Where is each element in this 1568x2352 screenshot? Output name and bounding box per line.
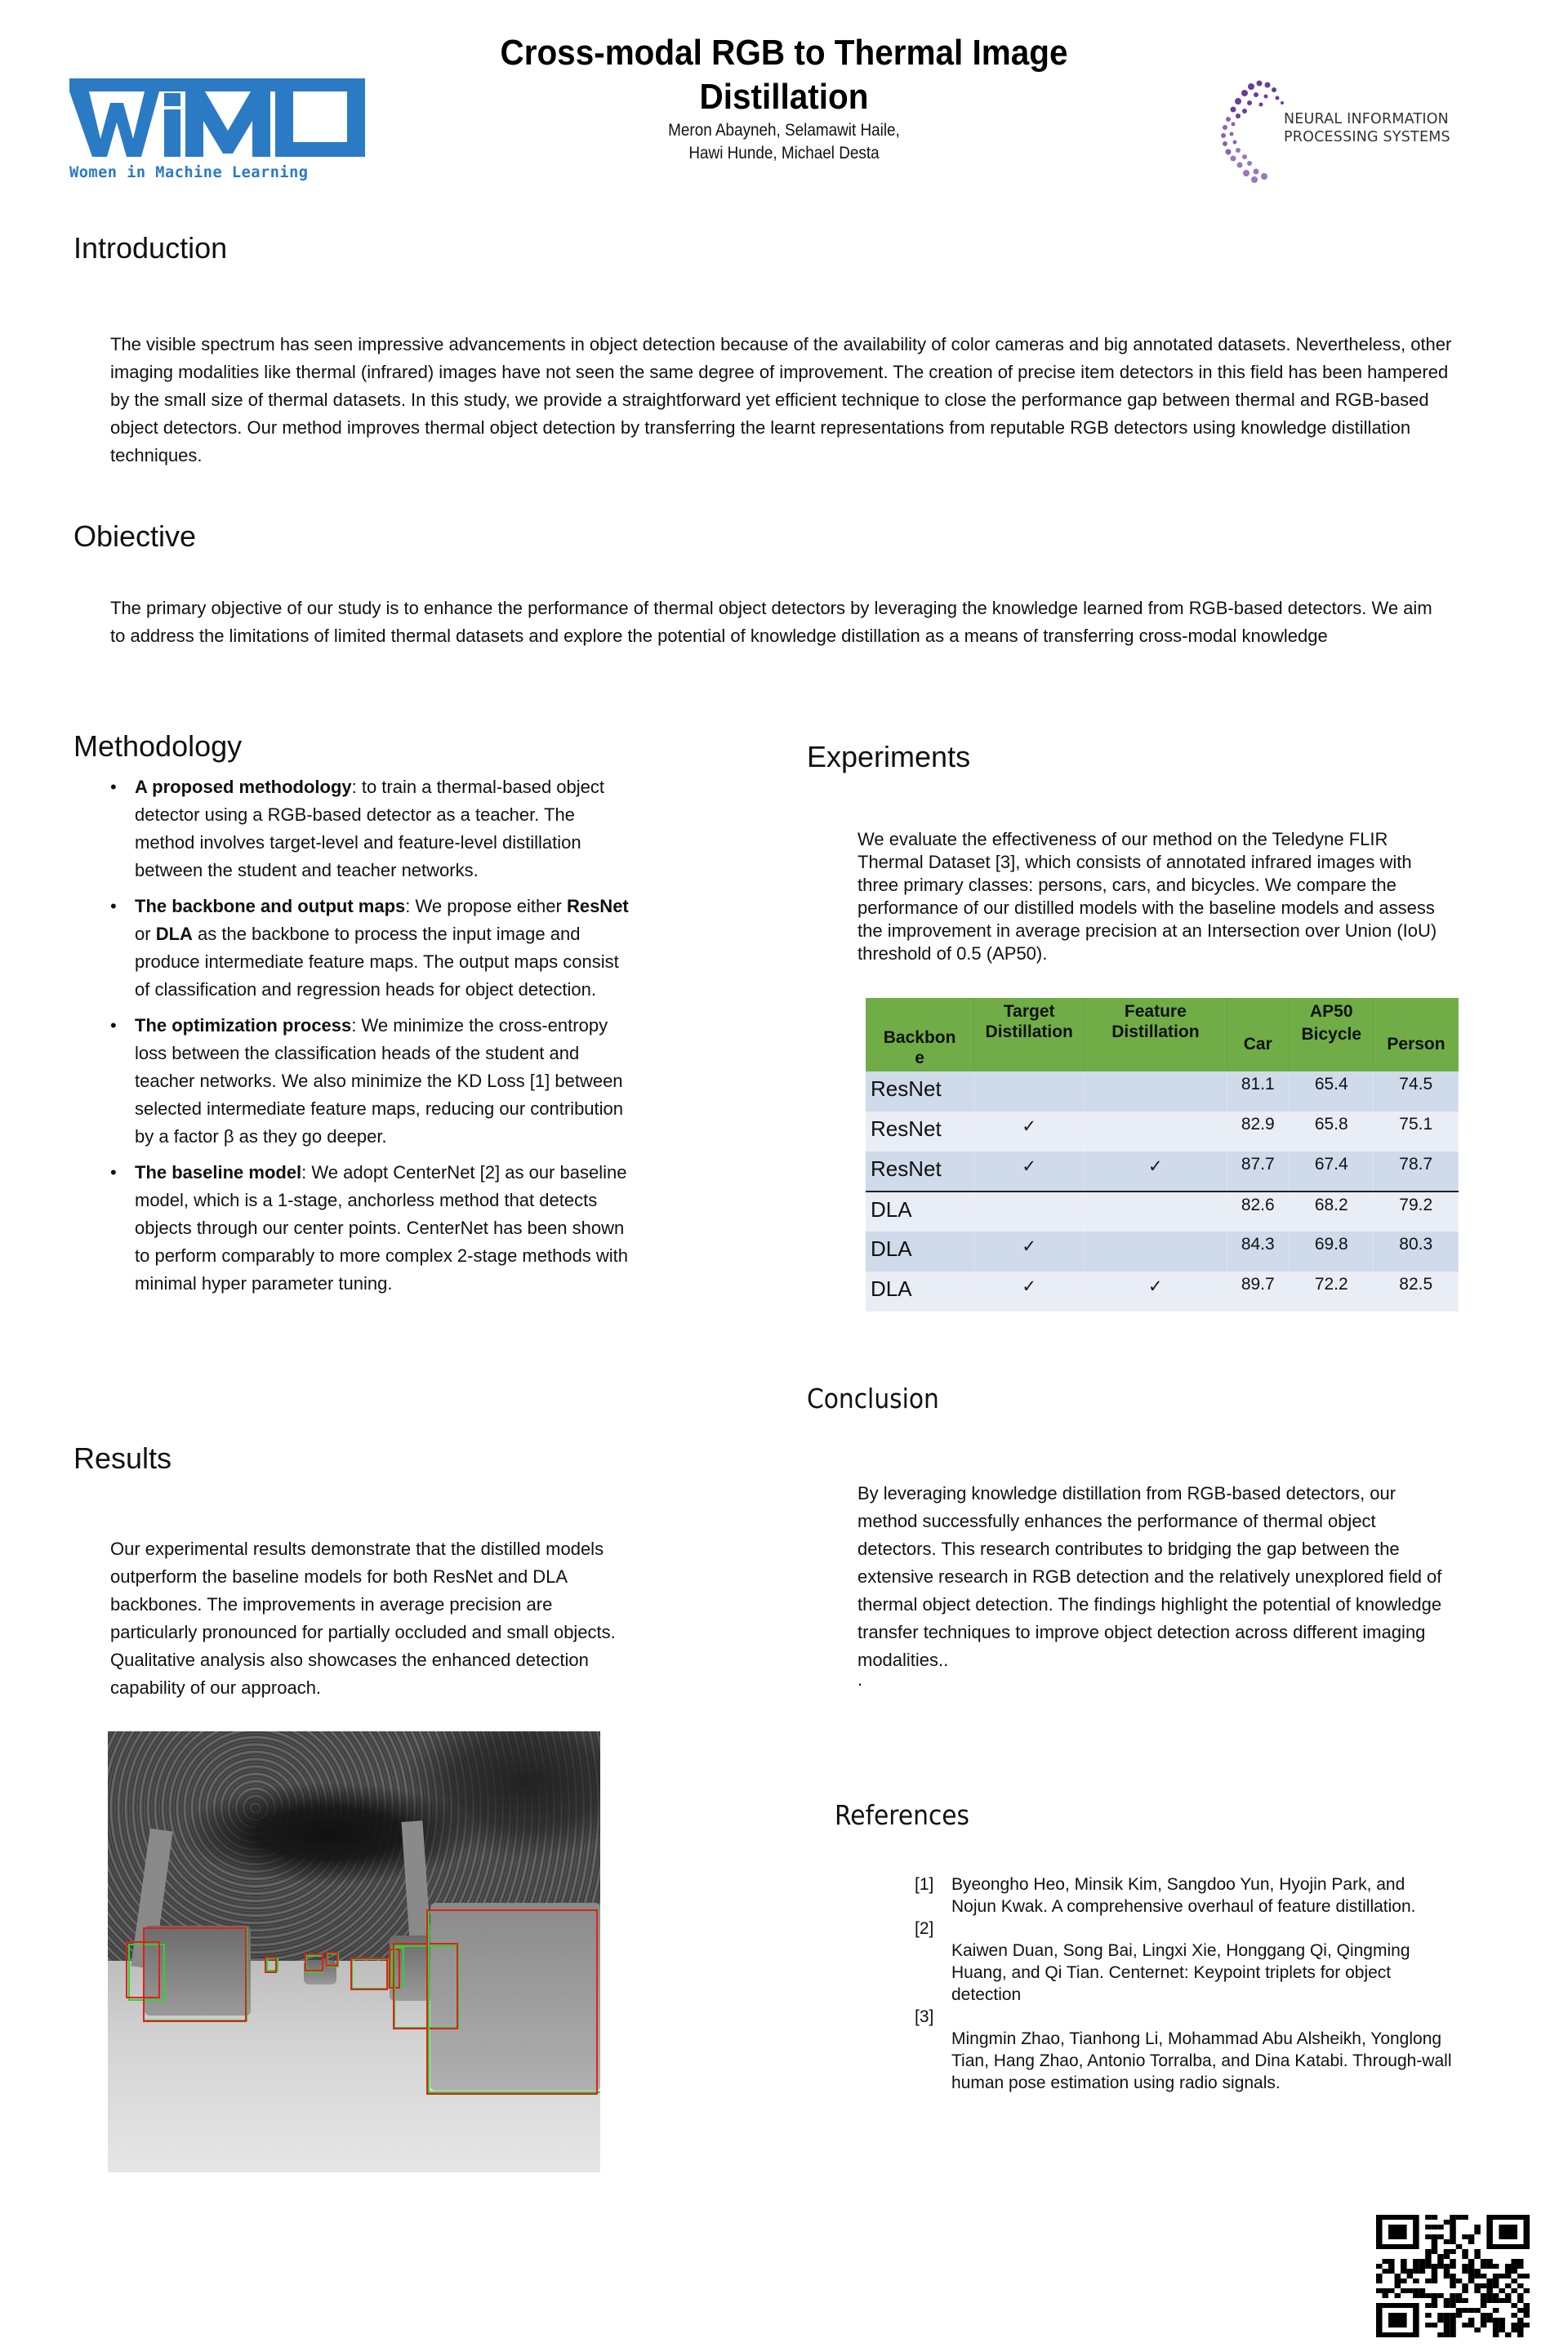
col-backbone [866,998,974,1071]
reference-item [915,2006,1454,2094]
cell-feature-distillation [1085,1192,1227,1232]
cell-person-ap50: 82.5 [1374,1272,1459,1312]
col-feature-distillation [1085,998,1227,1071]
cell-feature-distillation [1085,1232,1227,1272]
methodology-heading: Methodology [74,729,243,763]
qr-code-icon[interactable] [1376,2215,1530,2337]
methodology-item-text: or [135,924,156,944]
methodology-item-text: : We adopt CenterNet [2] as our baseline model, which is a 1-stage, anchorless method that detects objects through our center points. CenterNet has been shown to perform comparably to more complex 2-stage methods with minimal hyper parameter tuning. [135,1162,629,1294]
reference-item [915,1873,1454,1918]
methodology-list [110,773,633,1306]
methodology-item-title: The optimization process [135,1015,352,1036]
table-row [866,1272,1459,1312]
cell-bicycle-ap50: 65.8 [1290,1111,1374,1152]
methodology-item [110,893,633,1004]
table-row [866,1192,1459,1232]
cell-target-distillation: ✓ [974,1152,1085,1192]
methodology-item [110,1159,633,1298]
introduction-body: The visible spectrum has seen impressive advancements in object detection because of the availability of color cameras and big annotated datasets. Nevertheless, other imaging modalities like thermal (infrared) images have not seen the same degree of improvement. The creation of precise item detectors in this field has been hampered by the small size of thermal datasets. In this study, we provide a straightforward yet efficient technique to close the performance gap between thermal and RGB-based object detectors. Our method improves thermal object detection by transferring the learnt representations from reputable RGB detectors using knowledge distillation techniques. [110,334,1452,466]
table-body [866,1071,1459,1312]
cell-person-ap50: 80.3 [1374,1232,1459,1272]
methodology-item-title: The backbone and output maps [135,896,406,916]
cell-bicycle-ap50: 67.4 [1290,1152,1374,1192]
cell-feature-distillation: ✓ [1085,1272,1227,1312]
prediction-box [350,1958,388,1990]
objective-heading: Obiective [74,519,197,553]
cell-person-ap50: 78.7 [1374,1152,1459,1192]
neurips-wordmark [1284,110,1450,146]
cell-car-ap50: 82.9 [1227,1111,1289,1152]
bullet-icon: • [110,1015,117,1036]
cell-car-ap50: 82.6 [1227,1192,1289,1232]
col-backbone-text: Backbon [883,1028,956,1047]
prediction-box [426,1909,598,2095]
wiml-letters-icon [69,78,365,160]
reference-label: [1] [915,1875,934,1894]
table-header-row [866,998,1459,1071]
wiml-logo [69,78,365,185]
cell-feature-distillation [1085,1071,1227,1111]
bullet-icon: • [110,896,117,916]
prediction-box [265,1957,277,1973]
cell-backbone: DLA [866,1232,974,1272]
cell-backbone: ResNet [866,1071,974,1111]
col-feature-text: Distillation [1111,1022,1200,1041]
cell-feature-distillation: ✓ [1085,1152,1227,1192]
cell-bicycle-ap50: 72.2 [1290,1272,1374,1312]
cell-car-ap50: 89.7 [1227,1272,1289,1312]
cell-car-ap50: 87.7 [1227,1152,1289,1192]
conclusion-trailing-dot: . [858,1669,863,1690]
neurips-dots-icon [1209,74,1290,188]
col-person: Person [1374,998,1459,1071]
cell-bicycle-ap50: 69.8 [1290,1232,1374,1272]
prediction-box [326,1952,338,1967]
prediction-box [305,1953,323,1971]
table-row [866,1111,1459,1152]
bullet-icon: • [110,777,117,797]
methodology-item-title: A proposed methodology [135,777,352,797]
methodology-item-title: The baseline model [135,1162,302,1183]
authors [490,119,1078,165]
bullet-icon: • [110,1162,117,1183]
authors-line-1: Meron Abayneh, Selamawit Haile, [668,121,900,140]
reference-text: Mingmin Zhao, Tianhong Li, Mohammad Abu Alsheikh, Yonglong Tian, Hang Zhao, Antonio Torralba, and Dina Katabi. Through-wall human pose estimation using radio signals. [951,2029,1452,2092]
backbone-resnet: ResNet [566,896,629,916]
reference-item [915,1918,1454,2006]
table-row [866,1071,1459,1111]
col-target-text: Distillation [985,1022,1073,1041]
neurips-line-2: PROCESSING SYSTEMS [1284,129,1450,145]
title-line-1: Cross-modal RGB to Thermal Image [500,33,1068,73]
backbone-dla: DLA [155,924,193,944]
col-backbone-text: e [915,1049,924,1067]
objective-body: The primary objective of our study is to enhance the performance of thermal object detectors by leveraging the knowledge learned from RGB-based detectors. We aim to address the limitations of limited thermal datasets and explore the potential of knowledge distillation as a means of transferring cross-modal knowledge [110,598,1432,646]
conclusion-body: By leveraging knowledge distillation from RGB-based detectors, our method successfully enhances the performance of thermal object detectors. This research contributes to bridging the gap between the extensive research in RGB detection and the relatively unexplored field of thermal object detection. The findings highlight the potential of knowledge transfer techniques to improve object detection across different imaging modalities.. [858,1483,1442,1670]
cell-person-ap50: 79.2 [1374,1192,1459,1232]
cell-target-distillation: ✓ [974,1272,1085,1312]
methodology-item-text: as the backbone to process the input image and produce intermediate feature maps. The output maps consist of classification and regression heads for object detection. [135,924,619,1000]
reference-label: [2] [915,1919,934,1938]
title-line-2: Distillation [699,77,869,117]
cell-backbone: DLA [866,1192,974,1232]
col-bicycle-text: Bicycle [1301,1025,1362,1044]
cell-car-ap50: 81.1 [1227,1071,1289,1111]
introduction-heading: Introduction [74,231,228,265]
references-heading: References [835,1799,970,1831]
methodology-item [110,1012,633,1151]
poster-title [408,31,1160,119]
neurips-line-1: NEURAL INFORMATION [1284,111,1449,127]
col-target-text: Target [1003,1002,1055,1021]
experiments-heading: Experiments [807,740,971,773]
cell-backbone: ResNet [866,1111,974,1152]
prediction-box [143,1927,247,2022]
col-car: Car [1227,998,1289,1071]
neurips-logo [1209,74,1454,188]
experiments-body: We evaluate the effectiveness of our method on the Teledyne FLIR Thermal Dataset [3], which consists of annotated infrared images with three primary classes: persons, cars, and bicycles. We compare the performance of our distilled models with the baseline models and assess the improvement in average precision at an Intersection over Union (IoU) threshold of 0.5 (AP50). [858,829,1437,964]
cell-feature-distillation [1085,1111,1227,1152]
cell-target-distillation [974,1192,1085,1232]
methodology-item-text: : We minimize the cross-entropy loss between the classification heads of the student and teacher networks. We also minimize the KD Loss [1] between selected intermediate feature maps, reducing our contribution by a factor β as they go deeper. [135,1015,624,1147]
authors-line-2: Hawi Hunde, Michael Desta [688,144,880,163]
col-bicycle [1290,998,1374,1071]
cell-target-distillation: ✓ [974,1232,1085,1272]
cell-bicycle-ap50: 65.4 [1290,1071,1374,1111]
cell-backbone: ResNet [866,1152,974,1192]
results-table [866,998,1459,1312]
table-row [866,1152,1459,1192]
reference-label: [3] [915,2007,934,2026]
cell-target-distillation: ✓ [974,1111,1085,1152]
cell-target-distillation [974,1071,1085,1111]
reference-text: Kaiwen Duan, Song Bai, Lingxi Xie, Honggang Qi, Qingming Huang, and Qi Tian. Centernet: Keypoint triplets for object detection [951,1941,1410,2004]
references-list [915,1873,1454,2094]
conclusion-heading: Conclusion [807,1383,939,1414]
methodology-item [110,773,633,884]
cell-person-ap50: 75.1 [1374,1111,1459,1152]
methodology-item-text: : We propose either [405,896,567,916]
col-feature-text: Feature [1124,1002,1187,1021]
reference-text: Byeongho Heo, Minsik Kim, Sangdoo Yun, Hyojin Park, and Nojun Kwak. A comprehensive overhaul of feature distillation. [951,1875,1416,1916]
cell-bicycle-ap50: 68.2 [1290,1192,1374,1232]
cell-person-ap50: 74.5 [1374,1071,1459,1111]
cell-backbone: DLA [866,1272,974,1312]
thermal-detection-figure [108,1731,600,2172]
cell-car-ap50: 84.3 [1227,1232,1289,1272]
col-ap50-group: AP50 [1309,1002,1353,1021]
wiml-subtitle: Women in Machine Learning [69,163,309,181]
table-row [866,1232,1459,1272]
results-body: Our experimental results demonstrate that the distilled models outperform the baseline models for both ResNet and DLA backbones. The improvements in average precision are particularly pronounced for partially occluded and small objects. Qualitative analysis also showcases the enhanced detection capability of our approach. [110,1539,616,1698]
col-target-distillation [974,998,1085,1071]
results-heading: Results [74,1441,172,1475]
methodology-item-text: : to train a thermal-based object detector using a RGB-based detector as a teacher. The method involves target-level and feature-level distillation between the student and teacher networks. [135,777,605,880]
